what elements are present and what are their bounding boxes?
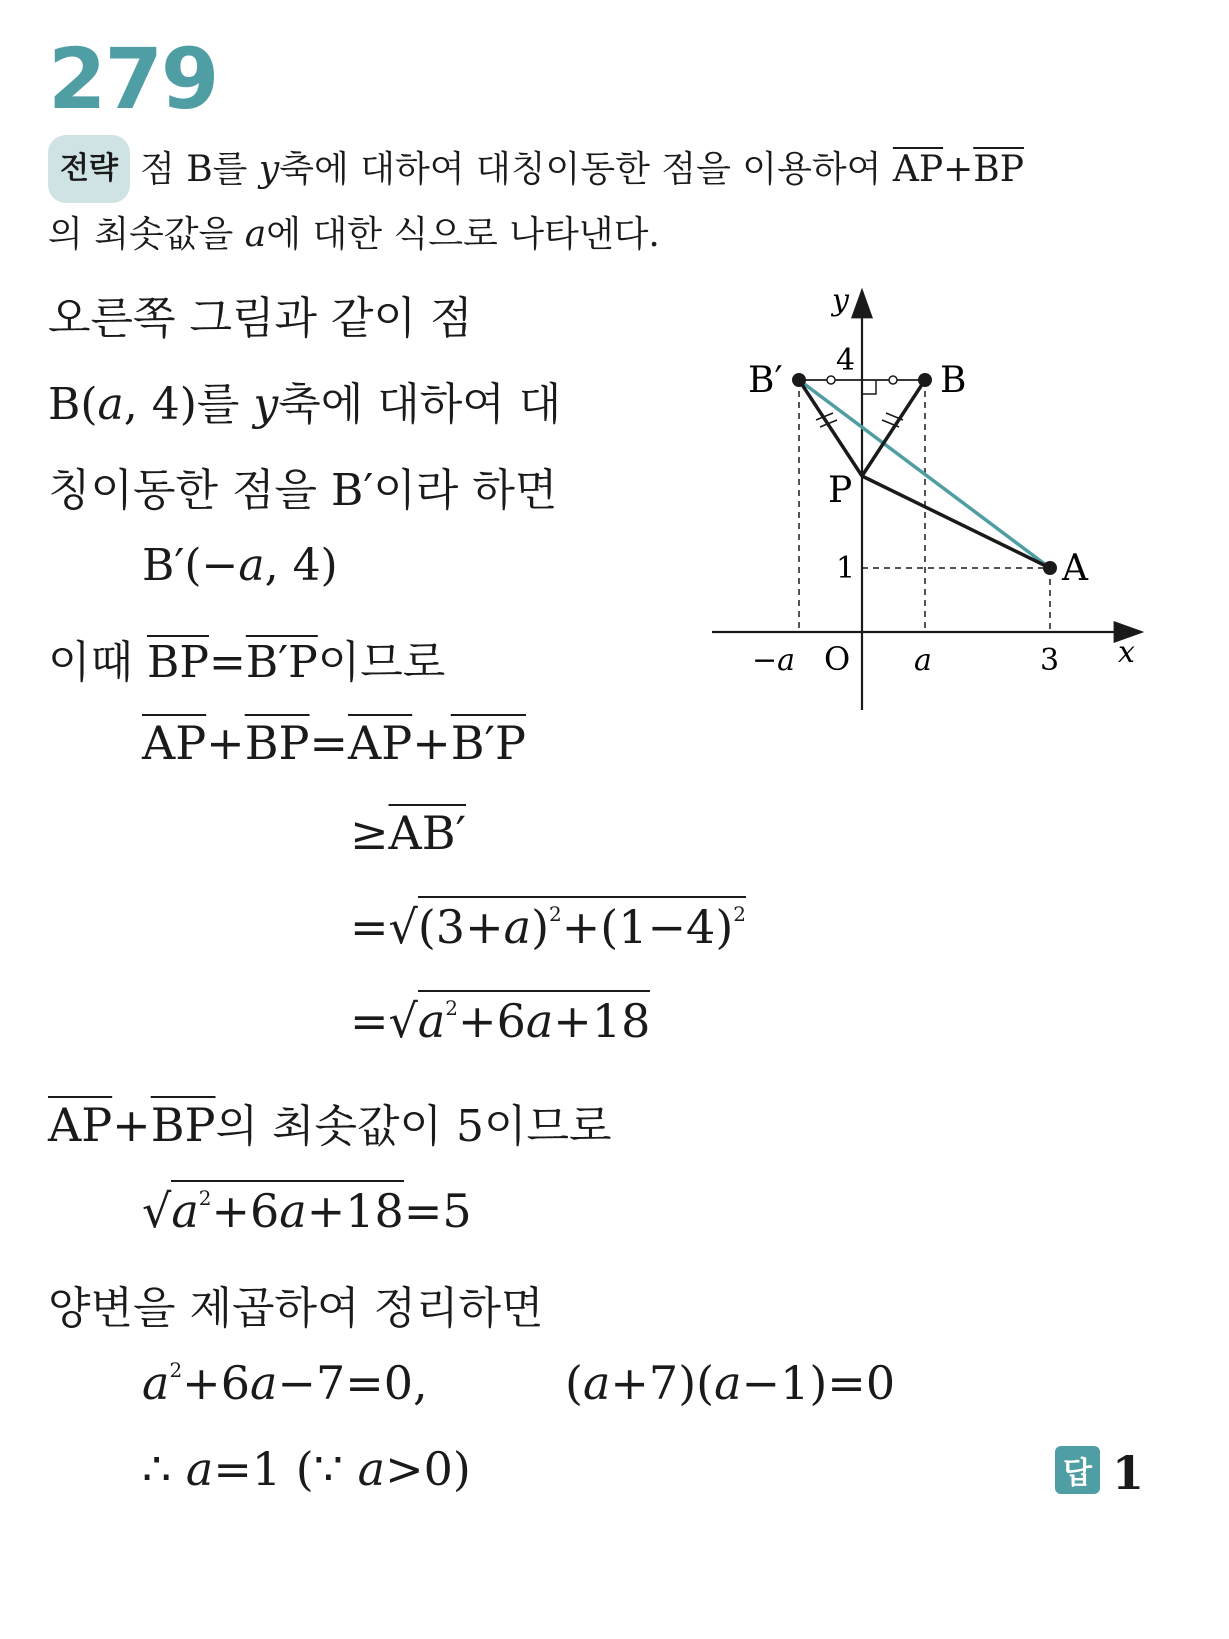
tick-label-a: a [914,643,932,678]
equal-mark-left [827,376,835,384]
tick-label-1: 1 [836,551,856,586]
solution-line-3: 칭이동한 점을 B′이라 하면 [48,465,558,516]
strategy-badge: 전략 [48,135,130,203]
equation-4: $=√a^2+6a+18$ [350,990,650,1048]
point-b [918,373,932,387]
label-y-axis: y [832,283,849,318]
equation-5: $√a^2+6a+18=5$ [142,1180,472,1238]
strategy-line-2 [48,203,1024,267]
radicand: $a^2+6a+18$ [171,1180,404,1238]
plus-sign: + [943,149,974,190]
solution-line-6: $\overline{AP}+\overline{BP}$의 최솟값이 5이므로 [48,1098,612,1152]
answer-value: 1 [1111,1446,1144,1500]
equation-1: $\overline{AP}+\overline{BP}=\overline{AP}+B'P$ [142,716,526,770]
right-angle-mark [862,380,876,394]
equation-3: $=√(3+a)^2+(1-4)^2$ [350,896,746,954]
label-bprime: B′ [748,360,783,401]
radicand: $a^2+6a+18$ [418,990,651,1048]
answer [1055,1446,1144,1500]
coordinate-figure [700,280,1160,720]
strategy-text: 의 최솟값을 [48,214,245,255]
var-a: a [244,214,267,255]
strategy-text: 에 대한 식으로 나타낸다. [266,214,660,255]
solution-line-2: B(a, 4)를 y축에 대하여 대 [48,379,562,430]
sqrt-sign: √ [142,1184,172,1238]
sqrt-sign: √ [388,994,418,1048]
equation-7: ∴ a=1 (∵ a>0) [142,1442,471,1496]
label-x-axis: x [1118,635,1135,670]
strategy-text: 점 B를 [139,149,259,190]
strategy-text: 축에 대하여 대칭이동한 점을 이용하여 [279,149,893,190]
answer-badge: 답 [1055,1446,1100,1494]
strategy-line-1 [48,135,1024,203]
segment-p-a [862,476,1050,568]
equal-mark-right [889,376,897,384]
equation-6b: (a+7)(a−1)=0 [565,1356,896,1410]
tick-label-neg-a: −a [752,643,796,678]
label-b: B [940,360,967,401]
radicand: $(3+a)^2+(1-4)^2$ [418,896,746,954]
solution-line-4: B′(−a, 4) [142,540,338,591]
sqrt-sign: √ [388,900,418,954]
tick-label-3: 3 [1040,643,1060,678]
solution-line-7: 양변을 제곱하여 정리하면 [48,1283,544,1334]
point-bprime [792,373,806,387]
equation-2: ≥AB′ [350,806,467,860]
label-p: P [828,470,853,511]
strategy-block [48,135,1024,267]
solution-line-1: 오른쪽 그림과 같이 점 [48,293,473,344]
tick-label-4: 4 [836,343,856,378]
label-a: A [1062,548,1088,589]
segment-bp: $\overline{BP}$ [973,149,1024,190]
var-y: y [258,149,280,190]
solution-line-5: 이때 $\overline{BP}=B'P$이므로 [48,637,446,688]
problem-number: 279 [48,30,218,128]
point-a [1043,561,1057,575]
segment-bp: $\overline{BP}$ [147,637,209,688]
segment-bprime-p: B′P [245,637,318,688]
label-origin: O [824,640,851,678]
equation-6a: $a^2+6a-7=0$, [142,1356,428,1410]
segment-bprime-p [799,380,862,476]
segment-ap: $\overline{AP}$ [892,149,944,190]
